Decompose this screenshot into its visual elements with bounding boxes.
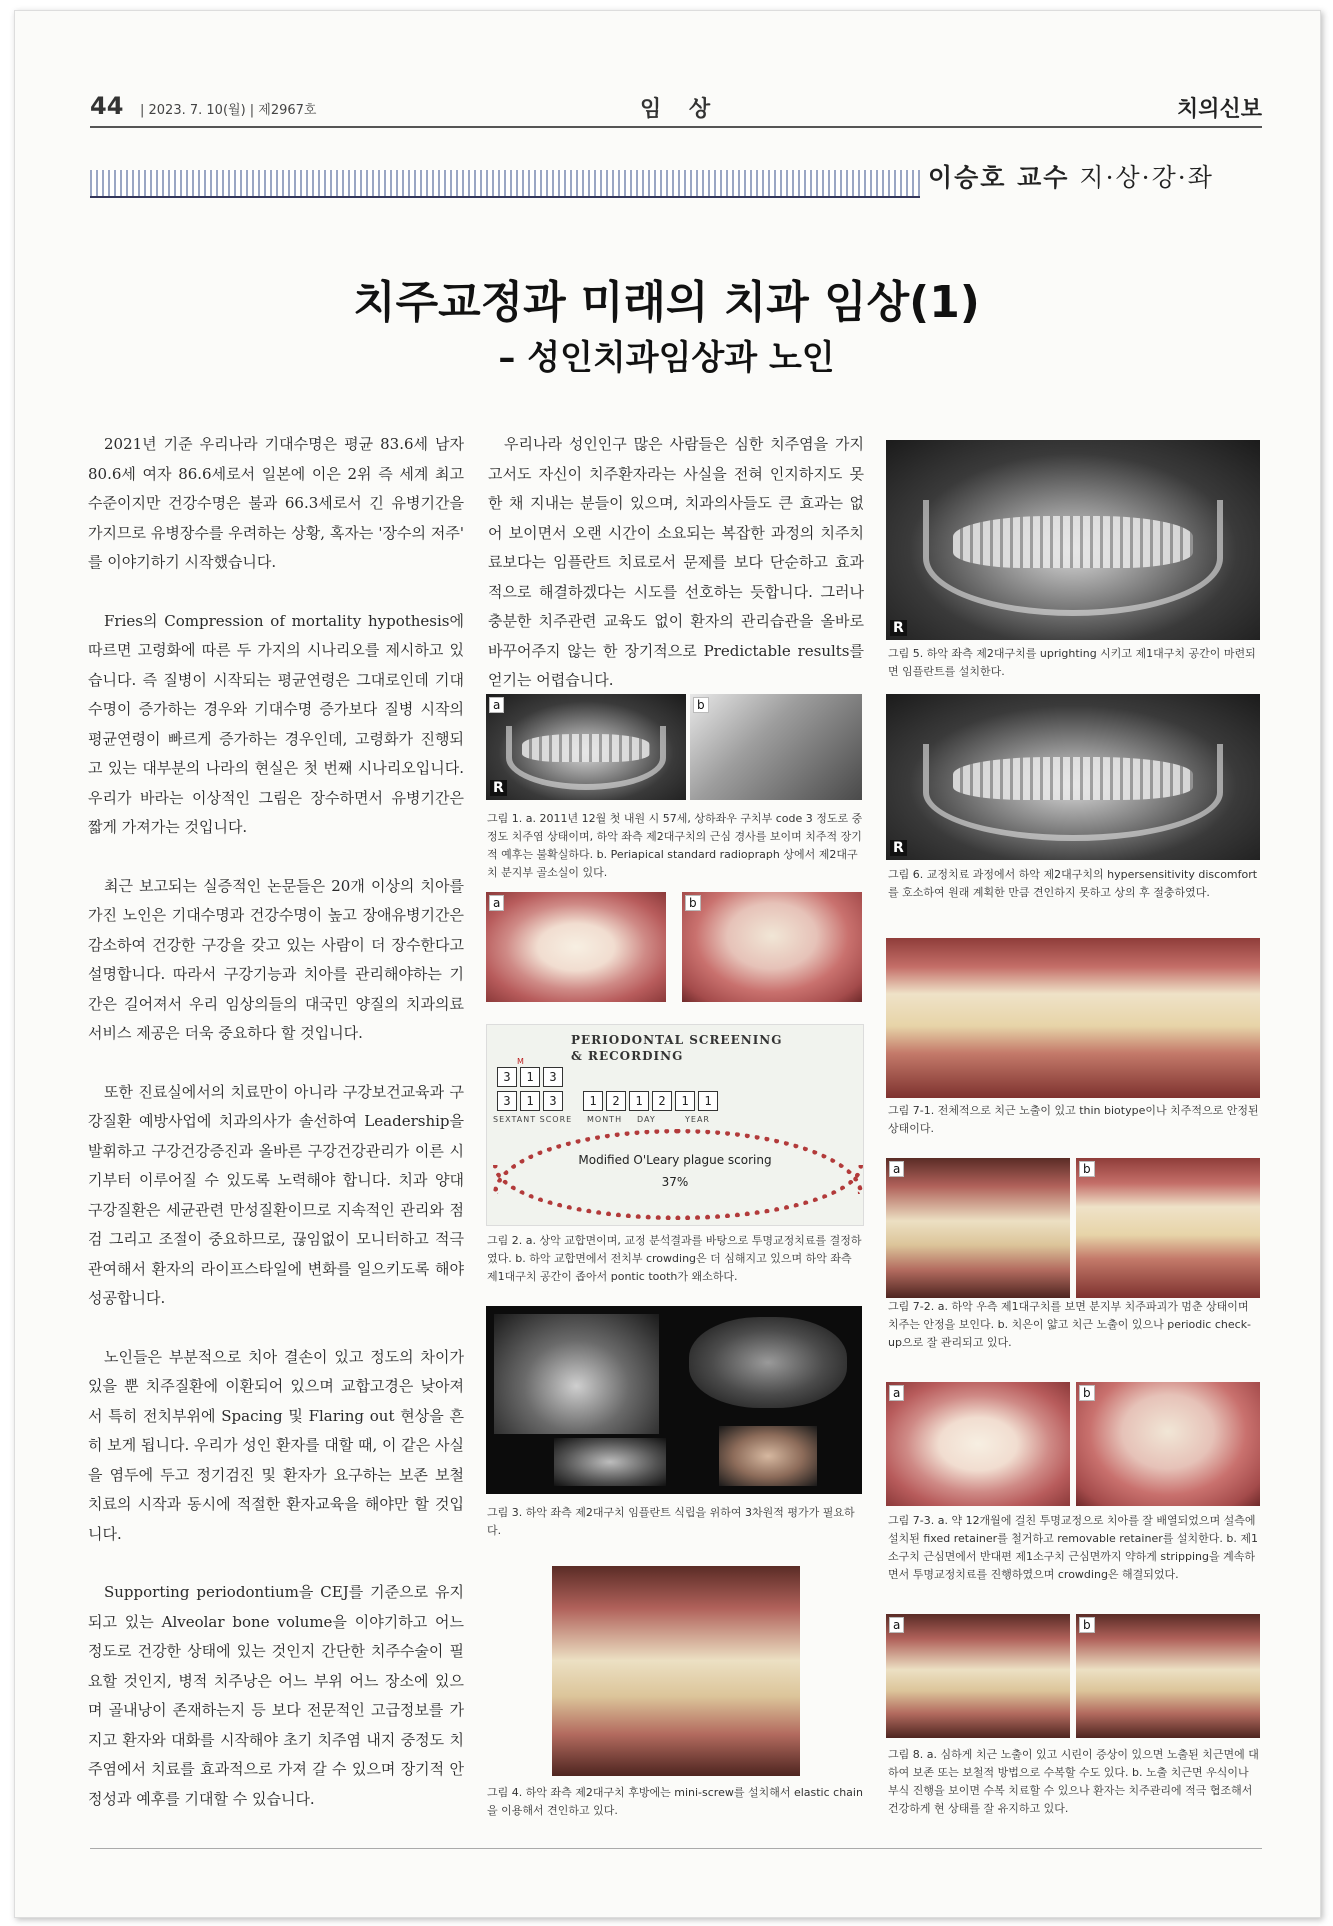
plaque-score-percent: 37% (661, 1175, 689, 1189)
series-banner-bar (90, 170, 920, 198)
fig7-2-caption: 그림 7-2. a. 하악 우측 제1대구치를 보면 분지부 치주파괴가 멈춘 상태이며 치주는 안정을 보인다. b. 치은이 얇고 치근 노출이 있으나 periodic check-up으로 잘 관리되고 있다. (888, 1300, 1252, 1349)
paragraph: 최근 보고되는 실증적인 논문들은 20개 이상의 치아를 가진 노인은 기대수명과 건강수명이 높고 장애유병기간은 감소하여 건강한 구강을 갖고 있는 사람이 더 장수한다고 설명합니다. 따라서 구강기능과 치아를 관리해야하는 기간은 길어져서 우리 임상의들의 대국민 양질의 치과의료 서비스 제공은 더욱 중요하다 할 것입니다. (88, 876, 464, 1042)
paragraph: 노인들은 부분적으로 치아 결손이 있고 정도의 차이가 있을 뿐 치주질환에 이환되어 있으며 교합고경은 낮아져서 특히 전치부위에 Spacing 및 Flaring out 현상을 흔히 보게 됩니다. 우리가 성인 환자를 대할 때, 이 같은 사실을 염두에 두고 정기검진 및 환자가 요구하는 보존 보철 치료의 시작과 동시에 적절한 환자교육을 해야만 할 것입니다. (88, 1347, 464, 1543)
fig7-3-caption: 그림 7-3. a. 약 12개월에 걸친 투명교정으로 치아를 잘 배열되었으며 설측에 설치된 fixed retainer를 철거하고 removable retainer를 설치한다. b. 제1소구치 근심면에서 반대편 제1소구치 근심면까지 약하게 stripping을 계속하면서 투명교정치료를 진행하였으며 crowding은 해결되었다. (888, 1514, 1258, 1581)
paragraph: Supporting periodontium을 CEJ를 기준으로 유지되고 있는 Alveolar bone volume을 이야기하고 어느 정도로 건강한 상태에 있는 것인지 간단한 치주수술이 필요할 것인지, 병적 치주낭은 어느 부위 어느 장소에 있으며 골내낭이 존재하는지 등 보다 전문적인 고급정보를 가지고 환자와 대화를 시작해야 초기 치주염 내지 중정도 치주염에서 치료를 효과적으로 가져 갈 수 있으며 장기적 안정성과 예후를 기대할 수 있습니다. (88, 1583, 464, 1808)
date-cell: 2 (652, 1091, 672, 1111)
fig1-caption: 그림 1. a. 2011년 12월 첫 내원 시 57세, 상하좌우 구치부 code 3 정도로 중정도 치주염 상태이며, 하악 좌측 제2대구치의 근심 경사를 보이며 치주적 장기적 예후는 불확실하다. b. Periapical standard radiopraph 상에서 제2대구치 분지부 골소실이 있다. (487, 812, 863, 879)
body-column-1 (88, 430, 464, 1843)
date-cell: 1 (629, 1091, 649, 1111)
sextant-marker: M (517, 1057, 525, 1066)
lower-arch-plaque-chart (493, 1165, 863, 1220)
month-label: MONTH (587, 1115, 623, 1124)
article-subtitle: – 성인치과임상과 노인 (498, 338, 835, 378)
fig-label-a: a (889, 1385, 904, 1401)
sextant-cell: 3 (497, 1091, 517, 1111)
sextant-cell: 3 (543, 1091, 563, 1111)
screening-subtitle: & RECORDING (571, 1049, 684, 1063)
newspaper-name: 치의신보 (1176, 97, 1262, 122)
paragraph: 우리나라 성인인구 많은 사람들은 심한 치주염을 가지고서도 자신이 치주환자라는 사실을 전혀 인지하지도 못한 채 지내는 분들이 있으며, 치과의사들도 큰 효과는 없어 보이면서 오랜 시간이 소요되는 복잡한 과정의 치주치료보다는 임플란트 치료로서 문제를 보다 단순하고 효과적으로 해결하겠다는 시도를 선호하는 듯합니다. 그러나 충분한 치주관련 교육도 없이 환자의 관리습관을 올바로 바꾸어주지 않는 한 장기적으로 Predictable results를 얻기는 어렵습니다. (488, 435, 864, 689)
page-number: 44 (90, 92, 124, 120)
sextant-score-label: SEXTANT SCORE (493, 1115, 573, 1124)
fig7-1-caption: 그림 7-1. 전체적으로 치근 노출이 있고 thin biotype이나 치주적으로 안정된 상태이다. (888, 1104, 1259, 1135)
sextant-cell: 1 (520, 1067, 540, 1087)
fig8b-lateral-photo (1076, 1614, 1260, 1738)
fig4-mini-screw-photo (552, 1566, 800, 1776)
sextant-cell: 1 (520, 1091, 540, 1111)
date-cell: 1 (698, 1091, 718, 1111)
fig8a-lateral-photo (886, 1614, 1070, 1738)
section-name: 임 상 (640, 96, 721, 122)
sextant-cell: 3 (497, 1067, 517, 1087)
date-cell: 1 (583, 1091, 603, 1111)
sextant-bottom-row (497, 1091, 566, 1111)
series-name: 지·상·강·좌 (1079, 163, 1214, 192)
fig2a-upper-occlusal-photo (486, 892, 666, 1002)
issue-date: | 2023. 7. 10(월) | 제2967호 (140, 103, 317, 118)
series-author: 이승호 교수 (928, 163, 1070, 192)
fig5-panoramic-xray (886, 440, 1260, 640)
fig-label-a: a (489, 697, 504, 713)
footer-rule (90, 1848, 1262, 1849)
body-column-2 (488, 430, 864, 725)
fig-label-a: a (489, 895, 504, 911)
fig8-caption: 그림 8. a. 심하게 치근 노출이 있고 시린이 증상이 있으면 노출된 치근면에 대하여 보존 또는 보철적 방법으로 수복할 수도 있다. b. 노출 치근면 우식이나 부식 진행을 보이면 수복 치료할 수 있으나 환자는 치주관리에 적극 협조해서 건강하게 현 상태를 잘 유지하고 있다. (888, 1748, 1259, 1815)
fig3-caption: 그림 3. 하악 좌측 제2대구치 임플란트 식립을 위하여 3차원적 평가가 필요하다. (487, 1506, 855, 1537)
paragraph: 또한 진료실에서의 치료만이 아니라 구강보건교육과 구강질환 예방사업에 치과의사가 솔선하여 Leadership을 발휘하고 구강건강증진과 올바른 구강건강관리가 이른 시기부터 이루어질 수 있도록 노력해야 합니다. 치과 양대 구강질환은 세균관련 만성질환이므로 지속적인 관리와 점검 그리고 조절이 중요하므로, 끊임없이 모니터하고 적극 관여해서 환자의 라이프스타일에 변화를 일으키도록 해야 성공합니다. (88, 1082, 464, 1307)
screening-title: PERIODONTAL SCREENING (571, 1033, 783, 1047)
sextant-cell: 3 (543, 1067, 563, 1087)
paragraph: Fries의 Compression of mortality hypothesis에 따르면 고령화에 따른 두 가지의 시나리오를 제시하고 있습니다. 즉 질병이 시작되는 평균연령은 그대로인데 기대수명이 증가하는 경우와 기대수명 증가보다 질병 시작의 평균연령이 빠르게 증가하는 경우인데, 고령화가 진행되고 있는 대부분의 나라의 현실은 첫 번째 시나리오입니다. 우리가 바라는 이상적인 그림은 장수하면서 유병기간은 짧게 가져가는 것입니다. (88, 611, 464, 836)
fig5-caption: 그림 5. 하악 좌측 제2대구치를 uprighting 시키고 제1대구치 공간이 마련되면 임플란트를 설치한다. (888, 647, 1256, 678)
date-row (583, 1091, 721, 1111)
sextant-top-row (497, 1067, 566, 1087)
fig-label-a: a (889, 1161, 904, 1177)
date-cell: 1 (675, 1091, 695, 1111)
date-cell: 2 (606, 1091, 626, 1111)
periodontal-screening-chart (486, 1024, 864, 1226)
paragraph: 2021년 기준 우리나라 기대수명은 평균 83.6세 남자 80.6세 여자 86.6세로서 일본에 이은 2위 즉 세계 최고 수준이지만 건강수명은 불과 66.3세로서 긴 유병기간을 가지므로 유병장수를 우려하는 상황, 혹자는 '장수의 저주' 를 이야기하기 시작했습니다. (88, 435, 464, 571)
xray-r-marker: R (890, 620, 907, 636)
fig6-panoramic-xray (886, 694, 1260, 860)
fig1b-periapical-xray (690, 694, 862, 800)
fig3-cbct-scans (486, 1306, 862, 1494)
fig7-1-frontal-smile-photo (886, 938, 1260, 1098)
series-title (928, 158, 1262, 198)
fig1a-panoramic-xray (486, 694, 686, 800)
fig-label-b: b (685, 895, 701, 911)
xray-r-marker: R (890, 840, 907, 856)
plaque-scoring-label: Modified O'Leary plague scoring (578, 1153, 772, 1167)
page-header (90, 92, 1262, 122)
article-title: 치주교정과 미래의 치과 임상(1) (353, 277, 980, 328)
fig7-3a-upper-occlusal-photo (886, 1382, 1070, 1506)
xray-r-marker: R (490, 780, 507, 796)
fig6-caption: 그림 6. 교정치료 과정에서 하악 제2대구치의 hypersensitivity discomfort를 호소하여 원래 계획한 만큼 견인하지 못하고 상의 후 절충하였다. (888, 868, 1258, 899)
year-label: YEAR (685, 1115, 710, 1124)
fig-label-b: b (1079, 1385, 1095, 1401)
fig7-2b-lateral-photo (1076, 1158, 1260, 1298)
fig-label-a: a (889, 1617, 904, 1633)
fig-label-b: b (693, 697, 709, 713)
fig7-3b-lower-occlusal-photo (1076, 1382, 1260, 1506)
day-label: DAY (637, 1115, 656, 1124)
fig-label-b: b (1079, 1161, 1095, 1177)
fig4-caption: 그림 4. 하악 좌측 제2대구치 후방에는 mini-screw를 설치해서 elastic chain을 이용해서 견인하고 있다. (487, 1786, 863, 1817)
fig2b-lower-occlusal-photo (682, 892, 862, 1002)
fig-label-b: b (1079, 1617, 1095, 1633)
header-rule (90, 126, 1262, 128)
fig7-2a-lateral-photo (886, 1158, 1070, 1298)
fig2-caption: 그림 2. a. 상악 교합면이며, 교정 분석결과를 바탕으로 투명교정치료를 결정하였다. b. 하악 교합면에서 전치부 crowding은 더 심해지고 있으며 하악 좌측 제1대구치 공간이 좁아서 pontic tooth가 왜소하다. (487, 1234, 862, 1283)
